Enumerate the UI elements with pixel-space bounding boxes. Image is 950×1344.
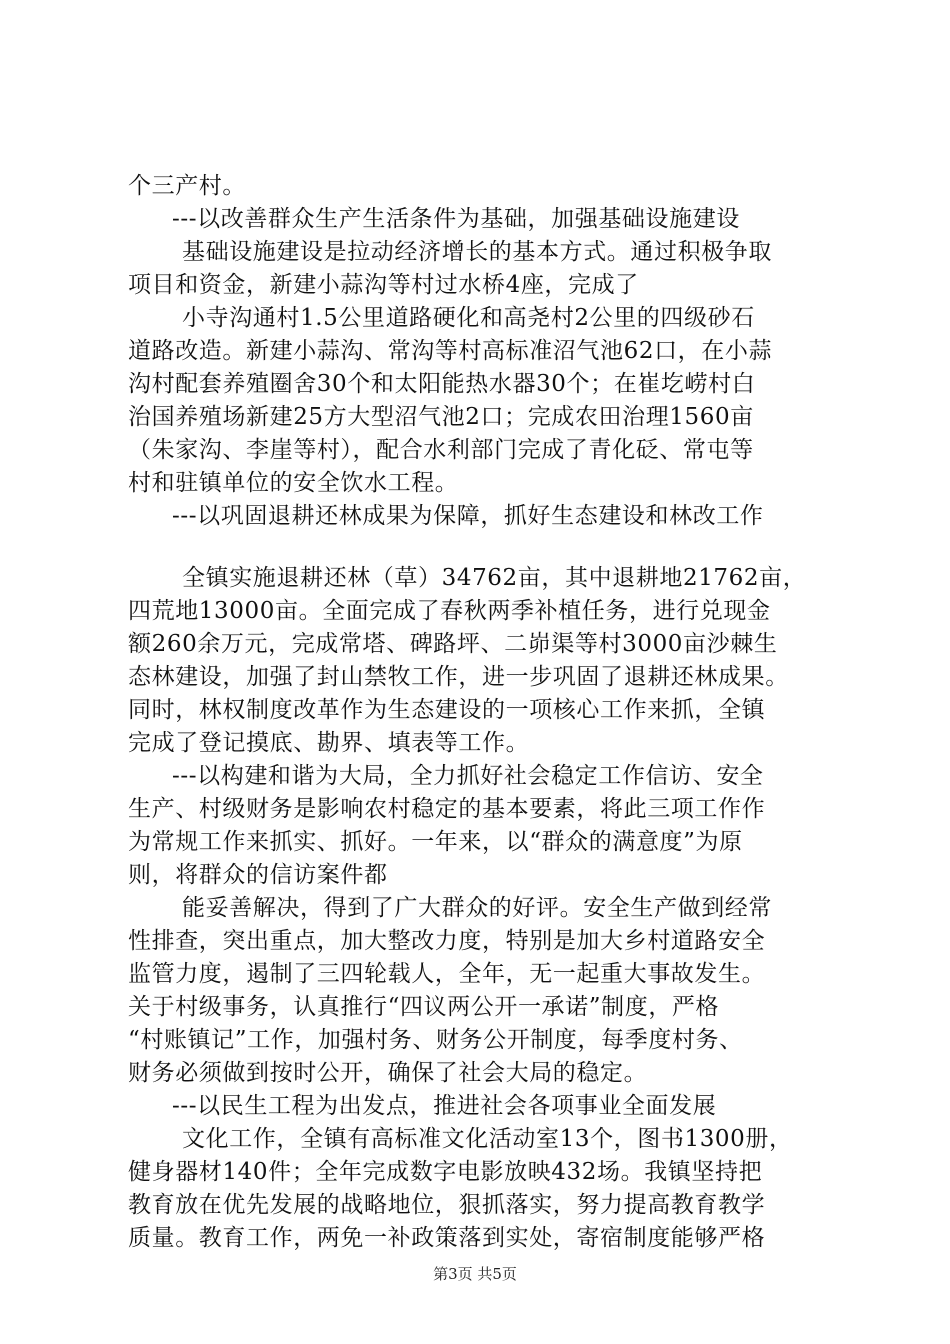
text-line: 监管力度，遏制了三四轮载人，全年，无一起重大事故发生。: [128, 961, 766, 987]
text-line: 为常规工作来抓实、抓好。一年来，以“群众的满意度”为原: [128, 829, 743, 855]
text-line: 村和驻镇单位的安全饮水工程。: [128, 470, 459, 496]
text-line: 全镇实施退耕还林（草）34762亩，其中退耕地21762亩，: [182, 565, 807, 591]
text-line: 基础设施建设是拉动经济增长的基本方式。通过积极争取: [182, 239, 772, 265]
text-line: 教育放在优先发展的战略地位，狠抓落实，努力提高教育教学: [128, 1192, 766, 1218]
section-heading: ---以巩固退耕还林成果为保障，抓好生态建设和林改工作: [172, 503, 764, 529]
text-line: 则，将群众的信访案件都: [128, 862, 388, 888]
text-line: 项目和资金，新建小蒜沟等村过水桥4座，完成了: [128, 272, 639, 298]
text-line: 治国养殖场新建25方大型沼气池2口；完成农田治理1560亩: [128, 404, 754, 430]
section-heading: ---以构建和谐为大局，全力抓好社会稳定工作信访、安全: [172, 763, 764, 789]
text-line: 小寺沟通村1.5公里道路硬化和高尧村2公里的四级砂石: [182, 305, 755, 331]
text-line: 健身器材140件；全年完成数字电影放映432场。我镇坚持把: [128, 1159, 763, 1185]
section-heading: ---以民生工程为出发点，推进社会各项事业全面发展: [172, 1093, 717, 1119]
page-number-footer: 第3页 共5页: [433, 1265, 517, 1283]
text-line: 额260余万元，完成常塔、碑路坪、二峁渠等村3000亩沙棘生: [128, 631, 778, 657]
text-line: 同时，林权制度改革作为生态建设的一项核心工作来抓，全镇: [128, 697, 766, 723]
text-line: 生产、村级财务是影响农村稳定的基本要素，将此三项工作作: [128, 796, 766, 822]
text-line: 个三产村。: [128, 173, 246, 199]
text-line: 完成了登记摸底、勘界、填表等工作。: [128, 730, 530, 756]
text-line: 性排查，突出重点，加大整改力度，特别是加大乡村道路安全: [128, 928, 766, 954]
text-line: 关于村级事务，认真推行“四议两公开一承诺”制度，严格: [128, 994, 720, 1020]
text-line: 能妥善解决，得到了广大群众的好评。安全生产做到经常: [182, 895, 772, 921]
text-line: 财务必须做到按时公开，确保了社会大局的稳定。: [128, 1060, 648, 1086]
text-line: 文化工作，全镇有高标准文化活动室13个，图书1300册，: [182, 1126, 793, 1152]
text-line: 态林建设，加强了封山禁牧工作，进一步巩固了退耕还林成果。: [128, 664, 789, 690]
text-line: 道路改造。新建小蒜沟、常沟等村高标准沼气池62口，在小蒜: [128, 338, 773, 364]
text-line: 质量。教育工作，两免一补政策落到实处，寄宿制度能够严格: [128, 1225, 766, 1251]
text-line: “村账镇记”工作，加强村务、财务公开制度，每季度村务、: [128, 1027, 743, 1053]
text-line: 四荒地13000亩。全面完成了春秋两季补植任务，进行兑现金: [128, 598, 771, 624]
section-heading: ---以改善群众生产生活条件为基础，加强基础设施建设: [172, 206, 740, 232]
text-line: 沟村配套养殖圈舍30个和太阳能热水器30个；在崔圪崂村白: [128, 371, 756, 397]
text-line: （朱家沟、李崖等村），配合水利部门完成了青化砭、常屯等: [128, 437, 754, 463]
